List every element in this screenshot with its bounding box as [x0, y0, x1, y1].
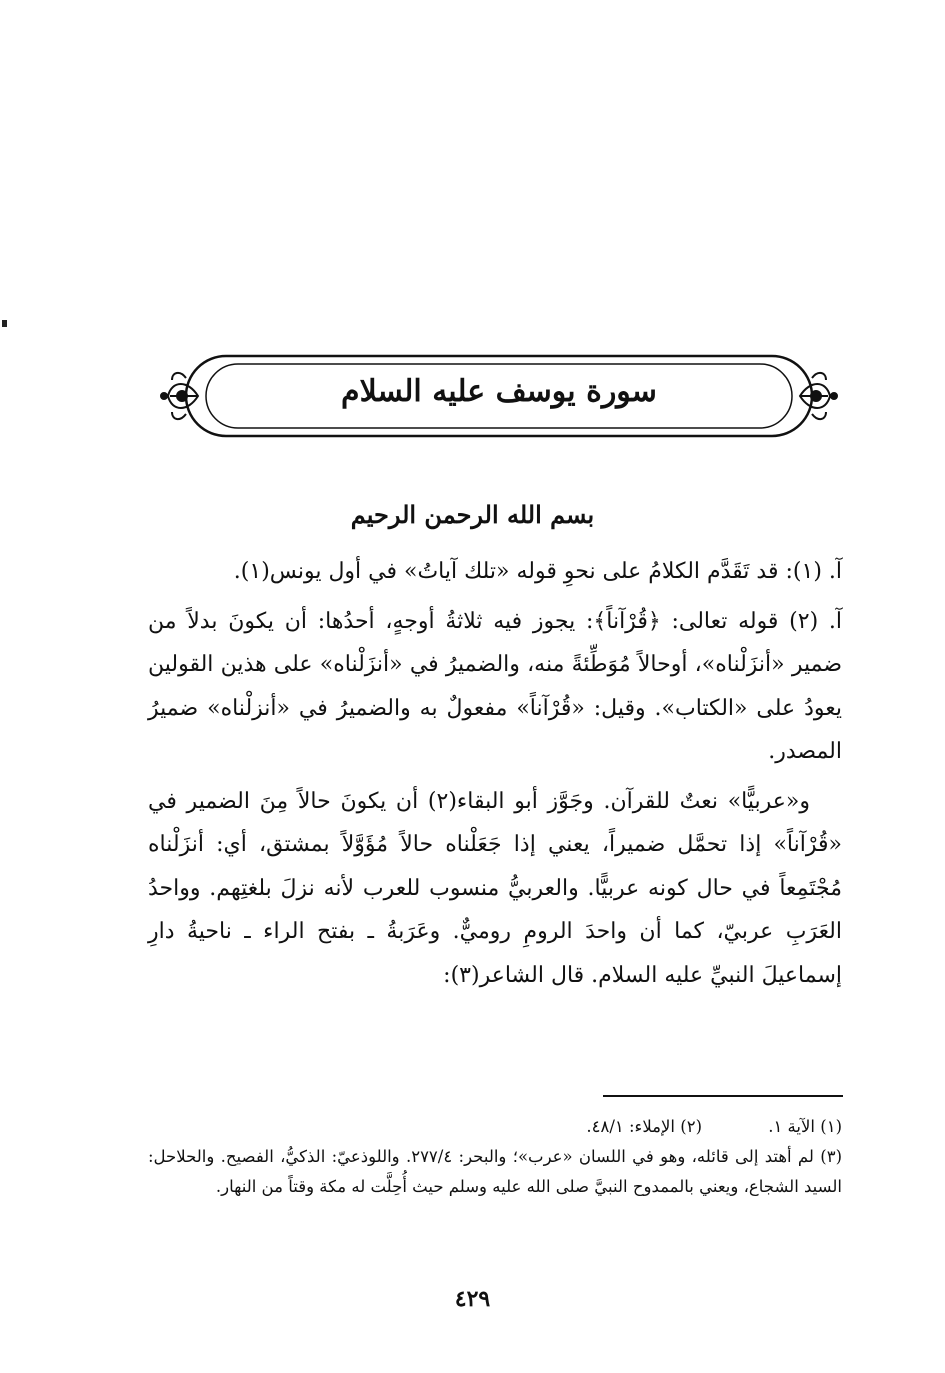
paragraph-verse-2: آ. (٢) قوله تعالى: ﴿قُرْآناً﴾: يجوز فيه ثلاثةُ أوجهٍ، أحدُها: أن يكونَ بدلاً من ضمير «أنزَلْناه»، أوحالاً مُوَطِّئةً منه، والضميرُ في «أنزَلْناه» على هذين القولين يعودُ على «الكتاب». وقيل: «قُرْآناً» مفعولٌ به والضميرُ في «أنزلْناه» ضميرُ المصدر.	[148, 608, 843, 764]
footnote-1: (١) الآية ١.	[768, 1117, 842, 1136]
footnote-separator	[603, 1095, 843, 1097]
footnote-3: (٣) لم أهتد إلى قائله، وهو في اللسان «عرب»؛ والبحر: ٢٧٧/٤. واللوذعيّ: الذكيُّ، الفصيح. والحلاحل: السيد الشجاع، ويعني بالممدوح النبيَّ صلى الله عليه وسلم حيث أُحِلَّت له مكة وقتاً من النهار.	[148, 1147, 842, 1196]
page-number: ٤٢٩	[454, 1286, 491, 1312]
paragraph-verse-1: آ. (١): قد تَقَدَّم الكلامُ على نحوِ قوله «تلك آياتُ» في أول يونس(١).	[233, 559, 842, 584]
main-text	[148, 550, 842, 1003]
paragraph-arabiyyan: و«عربيًّا» نعتٌ للقرآن. وجَوَّز أبو البقاء(٢) أن يكونَ حالاً مِنَ الضمير في «قُرْآناً» إذا تحمَّل ضميراً، يعني إذا جَعَلْناه حالاً مُؤَوَّلاً بمشتق، أي: أنزَلْناه مُجْتَمِعاً في حال كونه عربيًّا. والعربيُّ منسوب للعرب لأنه نزلَ بلغتِهم. وواحدُ العَرَبِ عربيّ، كما أن واحدَ الرومِ روميٌّ. وعَرَبةُ ـ بفتح الراء ـ ناحيةُ دارِ إسماعيلَ النبيِّ عليه السلام. قال الشاعر(٣):	[148, 788, 842, 988]
basmala: بسم الله الرحمن الرحيم	[350, 500, 595, 529]
surah-header-banner	[158, 350, 840, 442]
footnote-2: (٢) الإملاء: ٤٨/١.	[586, 1117, 702, 1136]
surah-title: سورة يوسف عليه السلام	[341, 374, 657, 409]
scan-speck	[2, 320, 7, 327]
footnote-row	[148, 1112, 842, 1142]
footnotes	[148, 1112, 842, 1202]
